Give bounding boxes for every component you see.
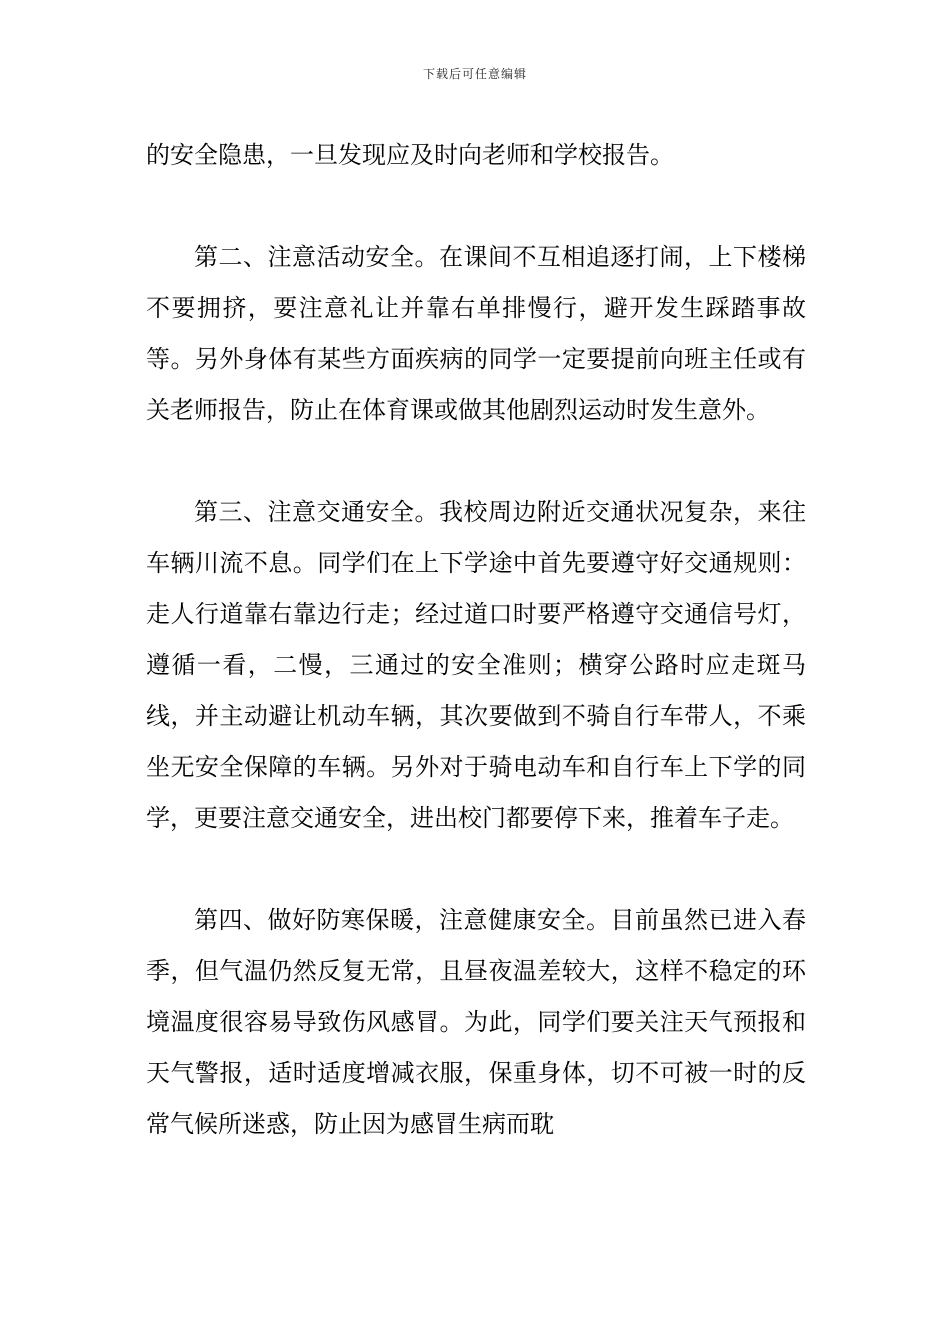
paragraph-traffic-safety: 第三、注意交通安全。我校周边附近交通状况复杂，来往车辆川流不息。同学们在上下学途中首先要遵守好交通规则：走人行道靠右靠边行走；经过道口时要严格遵守交通信号灯，遵循一看，二慢，三通过的安全准则；横穿公路时应走斑马线，并主动避让机动车辆，其次要做到不骑自行车带人，不乘坐无安全保障的车辆。另外对于骑电动车和自行车上下学的同学，更要注意交通安全，进出校门都要停下来，推着车子走。 <box>146 498 806 832</box>
document-body <box>146 130 806 1150</box>
page-header: 下载后可任意编辑 <box>422 67 527 81</box>
paragraph-continuation: 的安全隐患，一旦发现应及时向老师和学校报告。 <box>146 141 674 169</box>
paragraph-health-safety: 第四、做好防寒保暖，注意健康安全。目前虽然已进入春季，但气温仍然反复无常，且昼夜温差较大，这样不稳定的环境温度很容易导致伤风感冒。为此，同学们要关注天气预报和天气警报，适时适度增减衣服，保重身体，切不可被一时的反常气候所迷惑，防止因为感冒生病而耽 <box>146 906 806 1138</box>
paragraph-activity-safety: 第二、注意活动安全。在课间不互相追逐打闹，上下楼梯不要拥挤，要注意礼让并靠右单排慢行，避开发生踩踏事故等。另外身体有某些方面疾病的同学一定要提前向班主任或有关老师报告，防止在体育课或做其他剧烈运动时发生意外。 <box>146 243 806 424</box>
